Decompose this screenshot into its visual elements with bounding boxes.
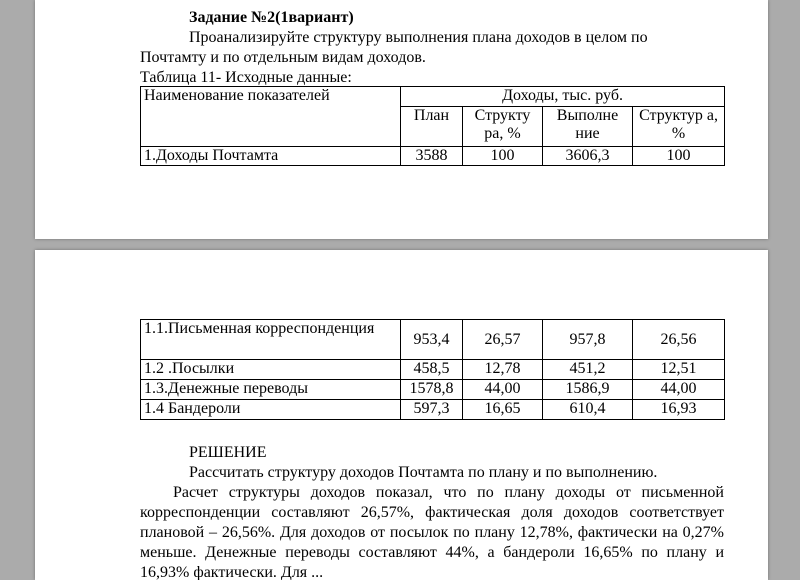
- cell-actual: 451,2: [543, 360, 633, 380]
- cell-plan: 1578,8: [401, 380, 463, 400]
- instruction-line-1: Проанализируйте структуру выполнения плана доходов в целом по: [189, 29, 648, 46]
- cell-indicator: 1.4 Бандероли: [141, 400, 401, 420]
- solution-heading: РЕШЕНИЕ: [189, 444, 267, 461]
- table-row: [141, 320, 725, 360]
- column-header-indicators: Наименование показателей: [141, 87, 401, 147]
- task-title: Задание №2(1вариант): [189, 9, 354, 26]
- instruction-line-2: Почтамту и по отдельным видам доходов.: [140, 49, 426, 66]
- table-row: [141, 400, 725, 420]
- cell-plan-structure: 16,65: [463, 400, 543, 420]
- cell-actual: 957,8: [543, 320, 633, 360]
- cell-plan: 458,5: [401, 360, 463, 380]
- column-header-actual-structure: Структур а, %: [633, 107, 725, 147]
- cell-plan-structure: 100: [463, 147, 543, 166]
- document-page-2: [35, 250, 768, 580]
- document-page-1: [35, 0, 768, 239]
- cell-actual: 3606,3: [543, 147, 633, 166]
- cell-actual: 1586,9: [543, 380, 633, 400]
- cell-indicator: 1.1.Письменная корреспонденция: [141, 320, 401, 360]
- cell-indicator: 1.2 .Посылки: [141, 360, 401, 380]
- table-row: [141, 380, 725, 400]
- solution-paragraph: Расчет структуры доходов показал, что по плану доходы от письменной корреспонденции составляют 26,57%, фактическая доля доходов соответствует плановой – 26,56%. Для доходов от посылок по плану 12,78%, фактически на 0,27% меньше. Денежные переводы составляют 44%, а бандероли 16,65% по плану и 16,93% фактически. Для ...: [140, 484, 724, 580]
- cell-plan-structure: 26,57: [463, 320, 543, 360]
- source-data-table-continued: [140, 319, 725, 420]
- cell-actual-structure: 12,51: [633, 360, 725, 380]
- column-header-plan-structure: Структу ра, %: [463, 107, 543, 147]
- cell-actual-structure: 26,56: [633, 320, 725, 360]
- cell-actual-structure: 44,00: [633, 380, 725, 400]
- table-row: [141, 147, 725, 166]
- cell-plan-structure: 44,00: [463, 380, 543, 400]
- cell-plan: 597,3: [401, 400, 463, 420]
- cell-actual-structure: 100: [633, 147, 725, 166]
- column-header-actual: Выполне ние: [543, 107, 633, 147]
- column-group-header-income: Доходы, тыс. руб.: [401, 87, 725, 107]
- cell-actual: 610,4: [543, 400, 633, 420]
- cell-plan-structure: 12,78: [463, 360, 543, 380]
- cell-plan: 3588: [401, 147, 463, 166]
- cell-plan: 953,4: [401, 320, 463, 360]
- solution-line-1: Рассчитать структуру доходов Почтамта по плану и по выполнению.: [189, 464, 658, 481]
- column-header-plan: План: [401, 107, 463, 147]
- table-caption: Таблица 11- Исходные данные:: [140, 69, 352, 86]
- cell-indicator: 1.Доходы Почтамта: [141, 147, 401, 166]
- cell-actual-structure: 16,93: [633, 400, 725, 420]
- table-row: [141, 360, 725, 380]
- cell-indicator: 1.3.Денежные переводы: [141, 380, 401, 400]
- source-data-table-header: [140, 86, 725, 166]
